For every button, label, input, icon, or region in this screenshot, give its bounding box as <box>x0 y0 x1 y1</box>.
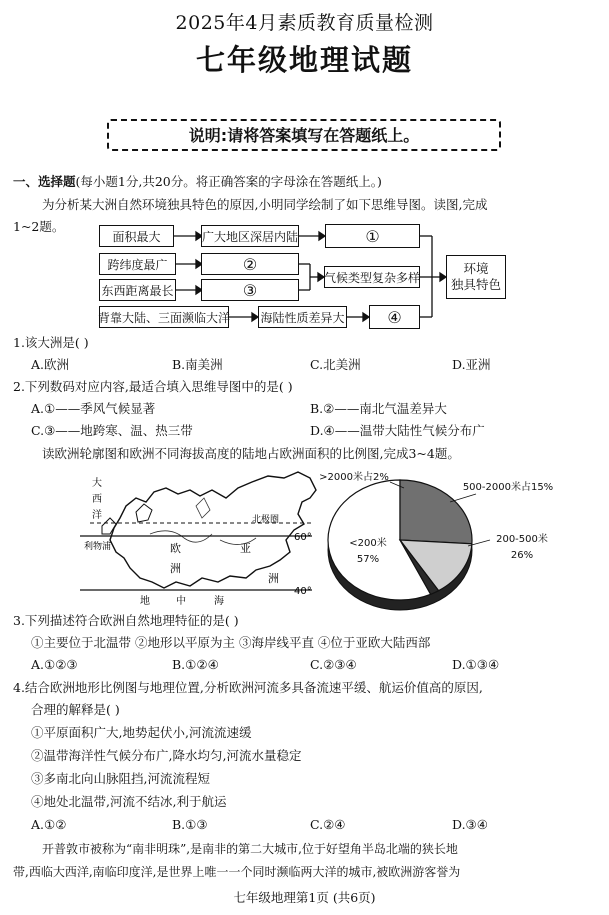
europe-outline-map <box>80 468 320 610</box>
exam-top-title: 2025年4月素质教育质量检测 <box>175 12 434 34</box>
map-box-blank-3: ③ <box>201 279 299 301</box>
map-label-europe: 欧 <box>170 542 181 555</box>
q3-option-b[interactable]: B.①②④ <box>172 657 219 672</box>
pie-label-500-2000: 500-2000米占15% <box>462 482 554 493</box>
page-footer: 七年级地理第1页 (共6页) <box>233 890 376 905</box>
q1-option-a[interactable]: A.欧洲 <box>31 357 70 372</box>
q3-option-d[interactable]: D.①③④ <box>452 657 500 672</box>
map-label-60: 60° <box>294 532 312 543</box>
q1-option-b[interactable]: B.南美洲 <box>172 357 223 372</box>
q2-option-a[interactable]: A.①——季风气候显著 <box>31 401 156 416</box>
q1-option-c[interactable]: C.北美洲 <box>310 357 361 372</box>
q4-stem: 4.结合欧洲地形比例图与地理位置,分析欧洲河流多具备流速平缓、航运价值高的原因, <box>13 680 483 695</box>
map-box-blank-4: ④ <box>369 305 420 329</box>
map-box-largest-area: 面积最大 <box>99 225 174 247</box>
map-label-ocean-3: 洋 <box>92 510 102 521</box>
q3-option-c[interactable]: C.②③④ <box>310 657 357 672</box>
page-title: 七年级地理试题 <box>195 43 413 77</box>
pie-label-below-200-percent: 57% <box>356 554 380 565</box>
pie-label-200-500: 200-500米 <box>496 534 548 545</box>
pie-label-below-200: <200米 <box>349 538 387 549</box>
section-title: 一、选择题 <box>13 174 76 189</box>
map-box-blank-1: ① <box>325 224 420 248</box>
map-box-complex-climate: 气候类型复杂多样 <box>324 266 420 288</box>
map-label-zhou-1: 洲 <box>170 562 181 575</box>
pie-slice-1 <box>400 480 472 544</box>
q3-option-a[interactable]: A.①②③ <box>31 657 78 672</box>
map-label-ocean-1: 大 <box>92 478 102 489</box>
q2-option-b[interactable]: B.②——南北气温差异大 <box>310 401 447 416</box>
intro2: 读欧洲轮廓图和欧洲不同海拔高度的陆地占欧洲面积的比例图,完成3~4题。 <box>42 446 460 461</box>
map-label-zhou-2: 洲 <box>268 572 279 585</box>
elevation-pie-chart <box>300 462 570 612</box>
q4-option-c[interactable]: C.②④ <box>310 817 346 832</box>
map-box-inland: 广大地区深居内陆 <box>201 225 299 247</box>
passage-line-1: 开普敦市被称为“南非明珠”,是南非的第二大城市,位于好望角半岛北端的狭长地 <box>42 842 458 856</box>
map-label-ocean-2: 西 <box>92 494 102 505</box>
q4-option-a[interactable]: A.①② <box>31 817 67 832</box>
passage-line-2: 带,西临大西洋,南临印度洋,是世界上唯一一个同时濒临两大洋的城市,被欧洲游客誉为 <box>13 865 461 879</box>
q4-item-3: ③多南北向山脉阻挡,河流流程短 <box>31 771 210 786</box>
instruction-note: 说明:请将答案填写在答题纸上。 <box>188 126 420 145</box>
map-label-arctic-circle: 北极圈 <box>252 515 280 525</box>
q3-stem: 3.下列描述符合欧洲自然地理特征的是( ) <box>13 613 239 628</box>
q4-item-4: ④地处北温带,河流不结冰,利于航运 <box>31 794 227 809</box>
q4-item-1: ①平原面积广大,地势起伏小,河流流速缓 <box>31 725 252 740</box>
map-label-liverpool: 利物浦 <box>84 542 112 552</box>
q2-option-c[interactable]: C.③——地跨寒、温、热三带 <box>31 423 193 438</box>
map-box-backed-by-continent: 背靠大陆、三面濒临大洋 <box>99 306 229 328</box>
q1-stem: 1.该大洲是( ) <box>13 335 89 350</box>
q4-item-2: ②温带海洋性气候分布广,降水均匀,河流水量稳定 <box>31 748 302 763</box>
map-box-result: 环境 独具特色 <box>446 255 506 299</box>
map-box-land-sea-difference: 海陆性质差异大 <box>258 306 347 328</box>
map-label-med-3: 海 <box>214 596 224 607</box>
q4-option-d[interactable]: D.③④ <box>452 817 488 832</box>
mindmap-connectors <box>0 0 609 340</box>
q3-items: ①主要位于北温带 ②地形以平原为主 ③海岸线平直 ④位于亚欧大陆西部 <box>31 635 431 650</box>
q4-stem-2: 合理的解释是( ) <box>31 702 120 717</box>
intro1-line1: 为分析某大洲自然环境独具特色的原因,小明同学绘制了如下思维导图。读图,完成 <box>42 197 488 212</box>
q4-option-b[interactable]: B.①③ <box>172 817 208 832</box>
intro1-line2: 1~2题。 <box>13 219 65 234</box>
q2-stem: 2.下列数码对应内容,最适合填入思维导图中的是( ) <box>13 379 293 394</box>
map-label-asia: 亚 <box>240 542 251 555</box>
q2-option-d[interactable]: D.④——温带大陆性气候分布广 <box>310 423 485 438</box>
map-box-widest-latitude: 跨纬度最广 <box>99 253 176 275</box>
map-label-40: 40° <box>294 586 312 597</box>
map-box-longest-east-west: 东西距离最长 <box>99 279 176 301</box>
pie-label-above-2000: >2000米占2% <box>319 472 389 483</box>
map-box-blank-2: ② <box>201 253 299 275</box>
q1-option-d[interactable]: D.亚洲 <box>452 357 491 372</box>
map-label-med-1: 地 <box>140 596 150 607</box>
pie-label-200-500-percent: 26% <box>510 550 534 561</box>
section-desc: (每小题1分,共20分。将正确答案的字母涂在答题纸上。) <box>75 174 382 189</box>
pie-leader-line-1 <box>450 494 476 502</box>
map-label-med-2: 中 <box>176 596 186 607</box>
